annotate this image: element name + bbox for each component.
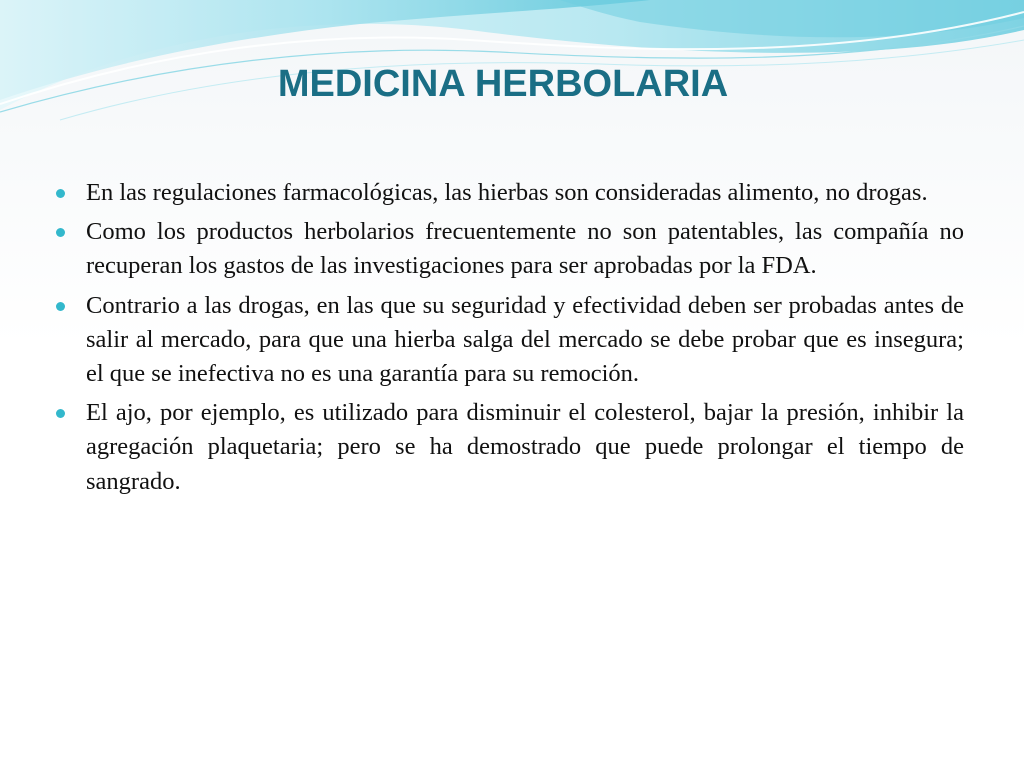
bullet-text: Como los productos herbolarios frecuentemente no son patentables, las compañía no recuperan los gastos de las investigaciones para ser aprobadas por la FDA. <box>86 218 964 280</box>
bullet-icon <box>56 302 65 311</box>
bullet-item <box>56 396 964 499</box>
bullet-list <box>56 176 964 504</box>
bullet-item <box>56 176 964 210</box>
bullet-text: En las regulaciones farmacológicas, las hierbas son consideradas alimento, no drogas. <box>86 179 928 206</box>
bullet-icon <box>56 409 65 418</box>
bullet-icon <box>56 228 65 237</box>
slide-title: MEDICINA HERBOLARIA <box>277 63 729 105</box>
bullet-text: Contrario a las drogas, en las que su seguridad y efectividad deben ser probadas antes de salir al mercado, para que una hierba salga del mercado se debe probar que es insegura; el que se inefectiva no es una garantía para su remoción. <box>86 291 964 388</box>
bullet-item <box>56 289 964 392</box>
bullet-text: El ajo, por ejemplo, es utilizado para disminuir el colesterol, bajar la presión, inhibir la agregación plaquetaria; pero se ha demostrado que puede prolongar el tiempo de sangrado. <box>86 399 964 495</box>
bullet-item <box>56 215 964 283</box>
bullet-icon <box>56 189 65 198</box>
